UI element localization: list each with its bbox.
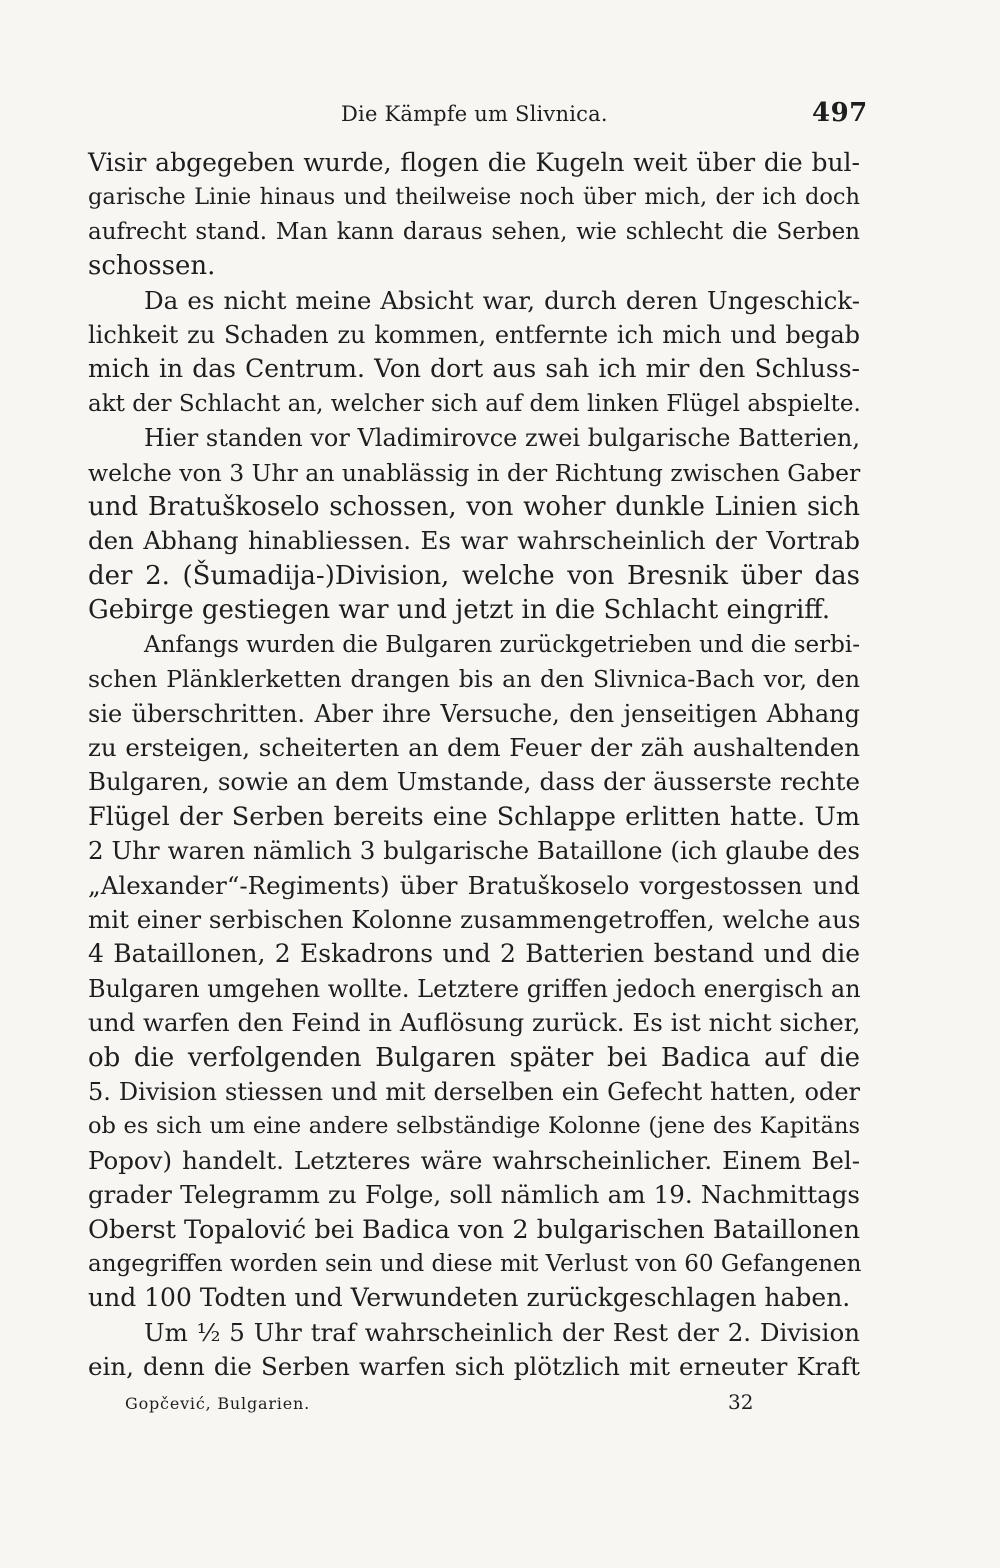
- text-line: Bulgaren, sowie an dem Umstande, dass der äusserste rechte: [88, 767, 860, 797]
- text-line: lichkeit zu Schaden zu kommen, entfernte ich mich und begab: [88, 321, 860, 350]
- text-line: aufrecht stand. Man kann daraus sehen, wie schlecht die Serben: [88, 218, 860, 245]
- text-line: 4 Bataillonen, 2 Eskadrons und 2 Batterien bestand und die: [88, 939, 860, 969]
- text-line: angegriffen worden sein und diese mit Verlust von 60 Gefangenen: [88, 1251, 862, 1277]
- text-line: welche von 3 Uhr an unablässig in der Richtung zwischen Gaber: [88, 458, 861, 487]
- text-line: und Bratuškoselo schossen, von woher dunkle Linien sich: [88, 492, 860, 523]
- text-line: Anfangs wurden die Bulgaren zurückgetrieben und die serbi-: [144, 631, 860, 658]
- text-line: Da es nicht meine Absicht war, durch deren Ungeschick-: [144, 285, 860, 315]
- text-line: Hier standen vor Vladimirovce zwei bulgarische Batterien,: [144, 424, 860, 453]
- text-line: und warfen den Feind in Auflösung zurück. Es ist nicht sicher,: [88, 1008, 861, 1038]
- text-line: Um ½ 5 Uhr traf wahrscheinlich der Rest der 2. Division: [144, 1317, 860, 1347]
- page-number: 497: [812, 98, 868, 128]
- text-line: zu ersteigen, scheiterten an dem Feuer der zäh aushaltenden: [88, 732, 860, 762]
- text-line: ein, denn die Serben warfen sich plötzlich mit erneuter Kraft: [88, 1352, 860, 1382]
- text-line: 2 Uhr waren nämlich 3 bulgarische Bataillone (ich glaube des: [88, 836, 860, 866]
- footer-author: Gopčević, Bulgarien.: [125, 1394, 310, 1413]
- text-line: schen Plänklerketten drangen bis an den Slivnica-Bach vor, den: [88, 665, 860, 694]
- text-line: garische Linie hinaus und theilweise noch über mich, der ich doch: [88, 184, 860, 211]
- text-line: 5. Division stiessen und mit derselben ein Gefecht hatten, oder: [88, 1077, 860, 1106]
- running-head: [0, 98, 1000, 132]
- text-line: akt der Schlacht an, welcher sich auf dem linken Flügel abspielte.: [88, 390, 861, 417]
- text-line: Flügel der Serben bereits eine Schlappe erlitten hatte. Um: [88, 801, 860, 832]
- text-line: der 2. (Šumadija-)Division, welche von Bresnik über das: [88, 560, 860, 591]
- text-line: den Abhang hinabliessen. Es war wahrscheinlich der Vortrab: [88, 526, 860, 556]
- text-line: mit einer serbischen Kolonne zusammengetroffen, welche aus: [88, 904, 861, 934]
- body-text: [88, 146, 860, 1385]
- text-line: und 100 Todten und Verwundeten zurückgeschlagen haben.: [88, 1283, 851, 1313]
- text-line: „Alexander“-Regiments) über Bratuškoselo vorgestossen und: [88, 870, 860, 900]
- text-line: ob die verfolgenden Bulgaren später bei Badica auf die: [88, 1042, 860, 1073]
- text-line: Gebirge gestiegen war und jetzt in die Schlacht eingriff.: [88, 595, 831, 626]
- text-line: Popov) handelt. Letzteres wäre wahrscheinlicher. Einem Bel-: [88, 1145, 860, 1175]
- text-line: Oberst Topalović bei Badica von 2 bulgarischen Bataillonen: [88, 1214, 860, 1245]
- text-line: mich in das Centrum. Von dort aus sah ich mir den Schluss-: [88, 354, 860, 384]
- text-line: Bulgaren umgehen wollte. Letztere griffen jedoch energisch an: [88, 974, 861, 1003]
- text-line: ob es sich um eine andere selbständige Kolonne (jene des Kapitäns: [88, 1113, 860, 1140]
- text-line: Visir abgegeben wurde, flogen die Kugeln weit über die bul-: [88, 148, 860, 177]
- page-footer: [0, 1390, 1000, 1420]
- text-line: grader Telegramm zu Folge, soll nämlich am 19. Nachmittags: [88, 1180, 860, 1210]
- signature-mark: 32: [728, 1390, 754, 1414]
- running-title: Die Kämpfe um Slivnica.: [341, 102, 608, 126]
- text-line: schossen.: [88, 251, 216, 282]
- text-line: sie überschritten. Aber ihre Versuche, den jenseitigen Abhang: [88, 699, 860, 728]
